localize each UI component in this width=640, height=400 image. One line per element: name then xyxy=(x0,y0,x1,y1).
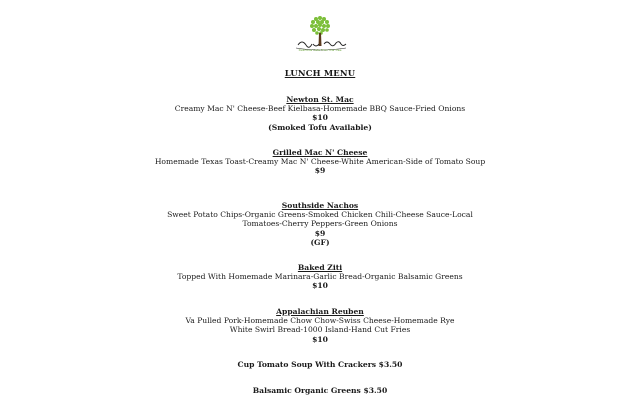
side-item: Balsamic Organic Greens $3.50 xyxy=(252,386,388,395)
menu-item xyxy=(150,148,490,176)
item-price: $10 xyxy=(312,281,328,291)
menu-item xyxy=(150,307,490,344)
item-price: $10 xyxy=(312,113,328,123)
item-description: Topped With Homemade Marinara-Garlic Bread-Organic Balsamic Greens xyxy=(177,272,463,282)
item-price: $9 xyxy=(314,228,326,238)
item-price: $9 xyxy=(314,166,326,176)
item-note: (GF) xyxy=(310,237,330,247)
item-description: Va Pulled Pork-Homemade Chow Chow-Swiss Cheese-Homemade Rye White Swirl Bread-1000 Island-Hand Cut Fries xyxy=(185,316,455,335)
item-description: Homemade Texas Toast-Creamy Mac N' Cheese-White American-Side of Tomato Soup xyxy=(154,157,486,167)
item-name: Baked Ziti xyxy=(297,263,343,272)
item-price: $10 xyxy=(312,334,328,344)
item-name: Appalachian Reuben xyxy=(276,307,364,316)
item-name: Southside Nachos xyxy=(281,201,359,210)
menu-item xyxy=(150,263,490,291)
menu-title: LUNCH MENU xyxy=(284,68,356,78)
menu-item xyxy=(150,95,490,132)
item-description: Creamy Mac N' Cheese-Beef Kielbasa-Homemade BBQ Sauce-Fried Onions xyxy=(174,104,466,114)
side-item: Cup Tomato Soup With Crackers $3.50 xyxy=(237,360,403,369)
item-description: Sweet Potato Chips-Organic Greens-Smoked Chicken Chili-Cheese Sauce-Local Tomatoes-Cherry Peppers-Green Onions xyxy=(167,210,473,229)
item-name: Newton St. Mac xyxy=(286,95,354,104)
item-note: (Smoked Tofu Available) xyxy=(268,122,372,132)
logo-tagline: Delicious Cafe From the Tree xyxy=(298,48,342,52)
item-name: Grilled Mac N' Cheese xyxy=(272,148,368,157)
menu-item xyxy=(150,201,490,247)
